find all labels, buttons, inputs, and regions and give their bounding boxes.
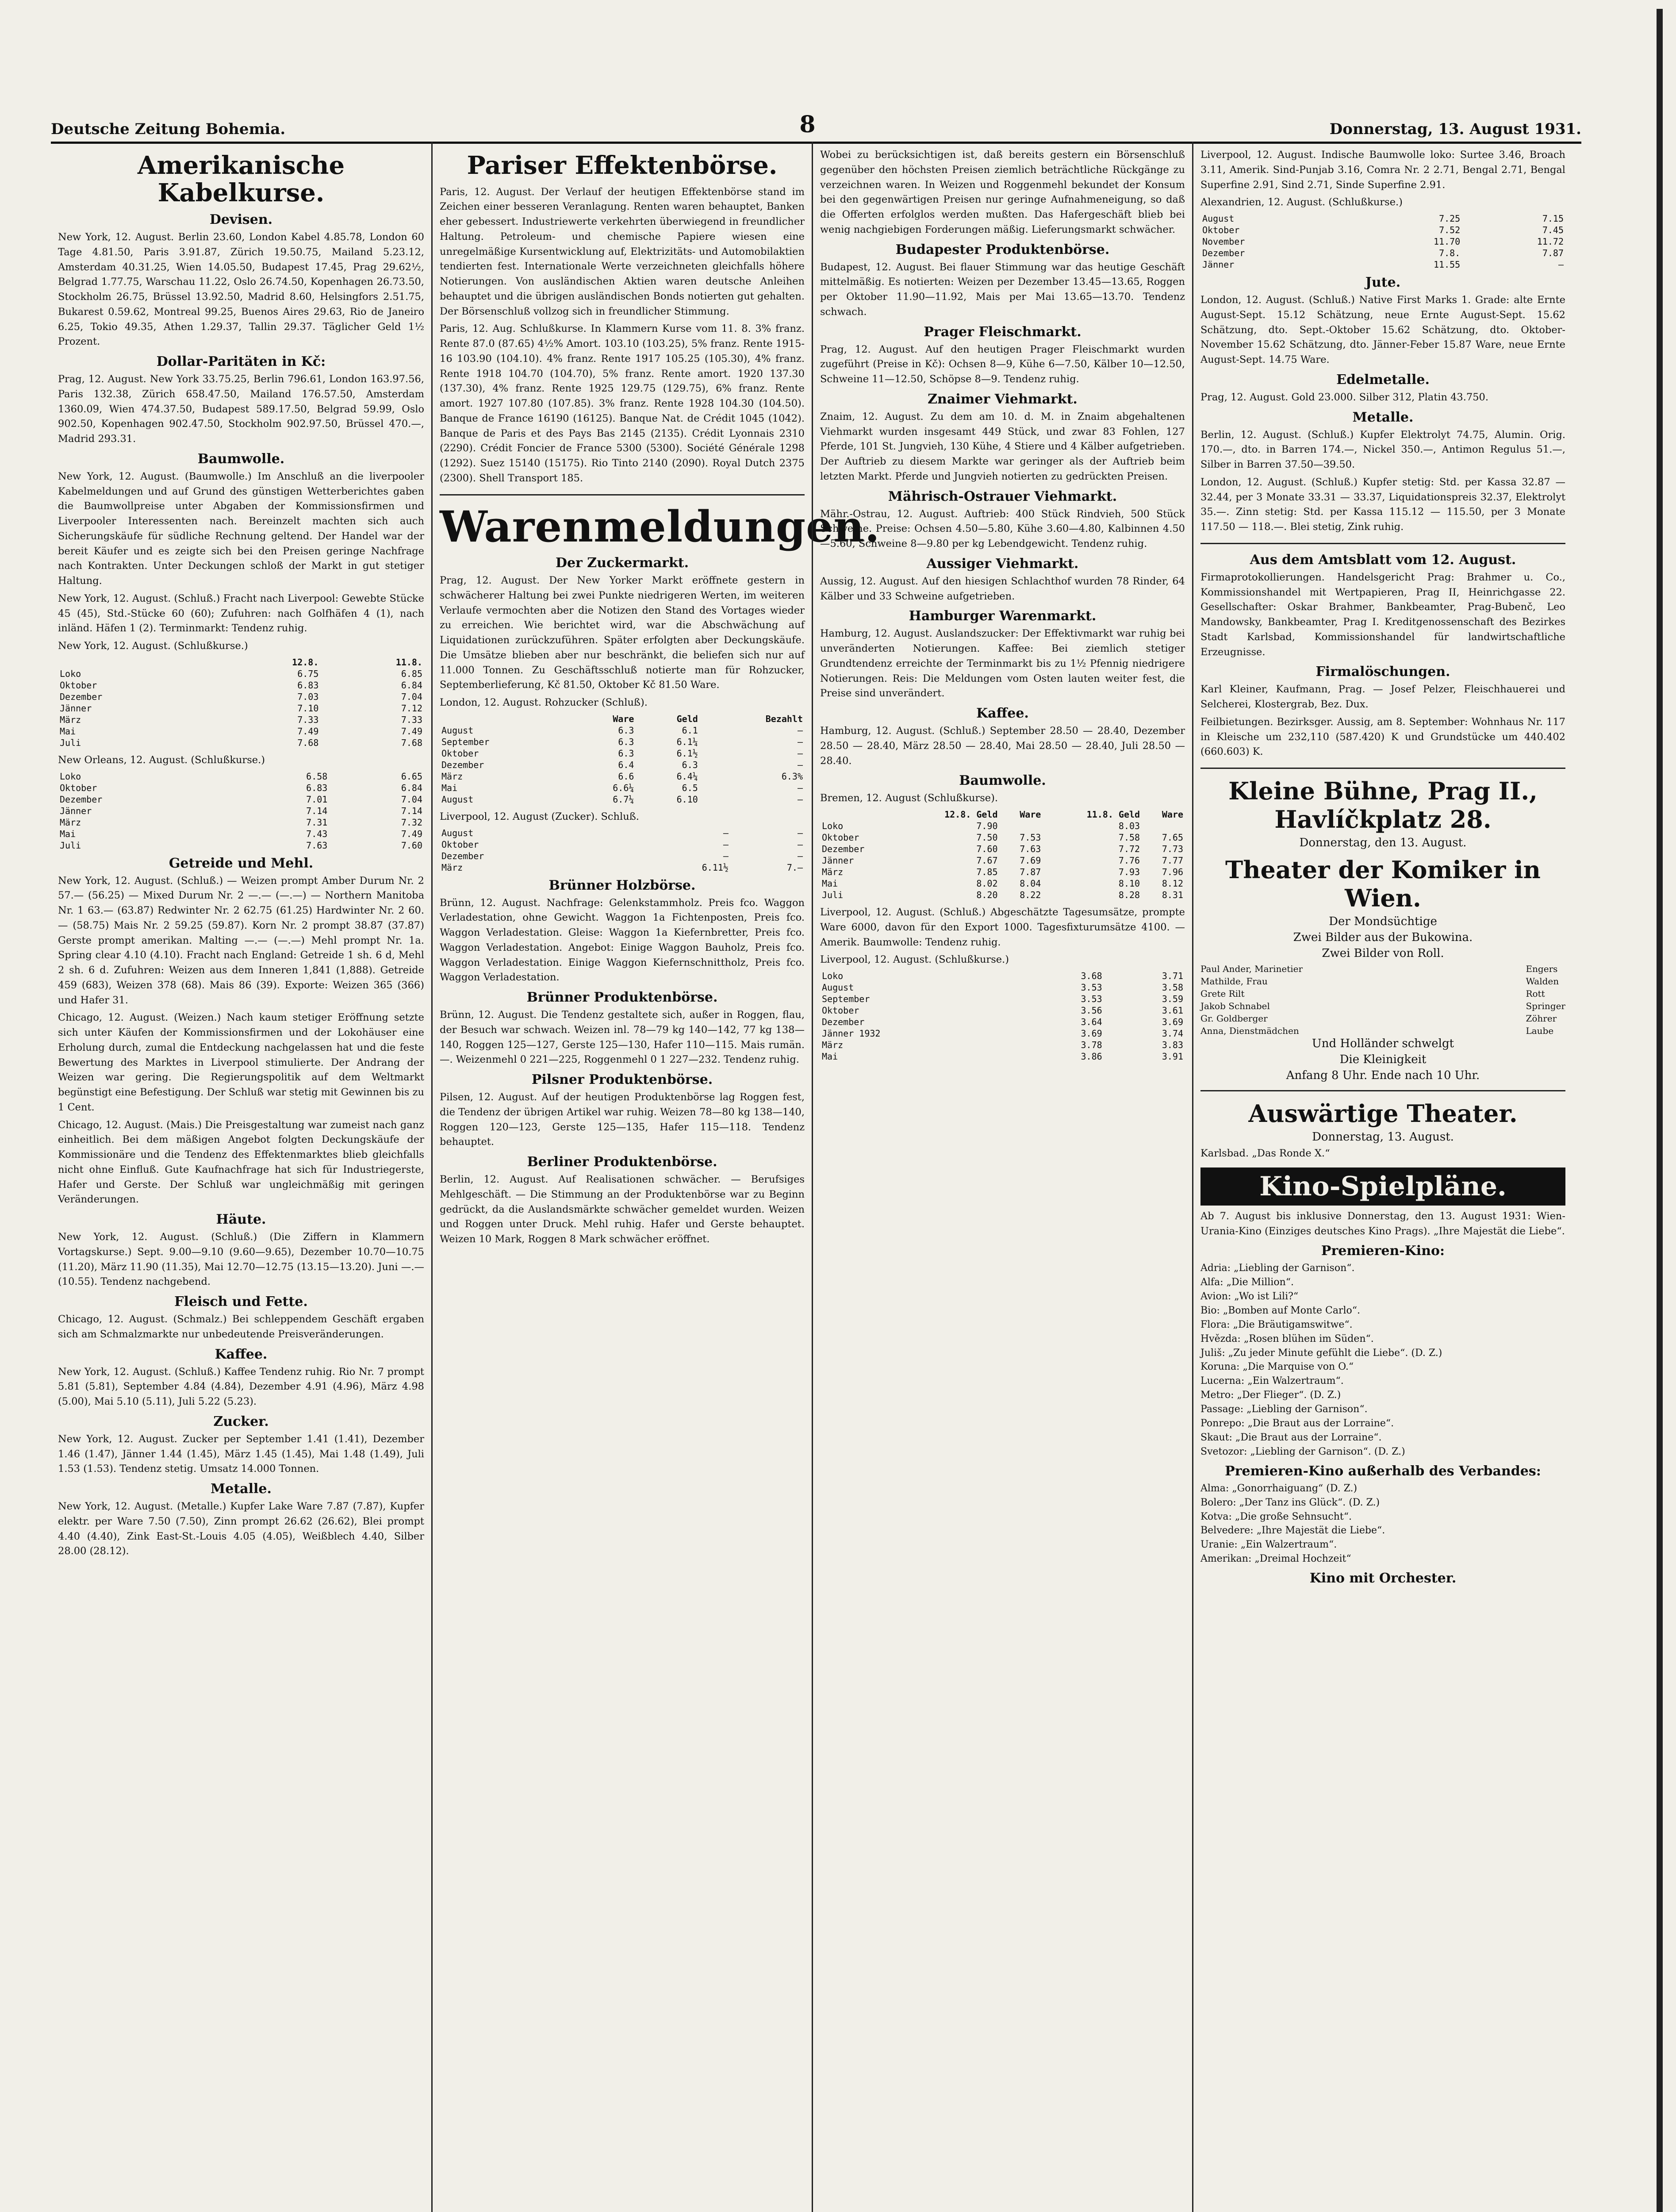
cast-role: Grete Rilt xyxy=(1200,988,1245,999)
chicago-mais-text: Chicago, 12. August. (Mais.) Die Preisgestaltung war zumeist nach ganz einheitlich. Bei dem mäßigen Angebot folgten Deckungskäufe der Kommissionäre und die Tendenz des Effektenmarktes blieb gleichfalls nicht ohne Einfluß. Gute Kaufnachfrage hat sich für Industriegerste, Hafer und Gerste. Der Schluß war ungleichmäßig mit geringen Veränderungen. xyxy=(58,1119,424,1206)
table-row: Juli 7.63 7.60 xyxy=(60,840,422,851)
kino-listing: Koruna: „Die Marquise von O.“ xyxy=(1200,1361,1354,1373)
subhead-aussig: Aussiger Viehmarkt. xyxy=(926,556,1079,572)
subhead-holzboerse: Brünner Holzbörse. xyxy=(548,877,696,893)
auswaertige-theater-date: Donnerstag, 13. August. xyxy=(1312,1130,1454,1144)
table-row: Oktober 3.56 3.61 xyxy=(822,1005,1183,1016)
table-row: Loko 3.68 3.71 xyxy=(822,971,1183,981)
metalle-text: New York, 12. August. (Metalle.) Kupfer Lake Ware 7.87 (7.87), Kupfer elektr. per Ware 7.50 (7.50), Zinn prompt 26.62 (26.62), Blei prompt 4.40 (4.40), Zink East-St.-Louis 4.05 (4.05), Weißblech 4.40, Silber 28.00 (28.12). xyxy=(58,1501,424,1557)
subhead-jute: Jute. xyxy=(1365,275,1401,290)
cast-actor: Engers xyxy=(1526,964,1558,974)
table-row: Dezember 6.4 6.3 — xyxy=(441,759,803,770)
cast-role: Gr. Goldberger xyxy=(1200,1013,1268,1024)
table-row: Mai 7.49 7.49 xyxy=(60,726,422,737)
table-row: Oktober 6.83 6.84 xyxy=(60,680,422,691)
subhead-bruenn-produkten: Brünner Produktenbörse. xyxy=(526,990,718,1006)
kino-listing: Bolero: „Der Tanz ins Glück“. (D. Z.) xyxy=(1200,1497,1380,1508)
cast-actors xyxy=(1526,963,1565,1037)
kino-listing: Adria: „Liebling der Garnison“. xyxy=(1200,1263,1355,1274)
liverpool-sugar-caption: Liverpool, 12. August (Zucker). Schluß. xyxy=(440,810,639,822)
london-caption: London, 12. August. Rohzucker (Schluß). xyxy=(440,697,648,709)
kaffee-text: New York, 12. August. (Schluß.) Kaffee Tendenz ruhig. Rio Nr. 7 prompt 5.81 (5.81), September 4.84 (4.84), Dezember 4.91 (4.96), März 4.98 (5.00), Mai 5.10 (5.11), Juli 5.22 (5.23). xyxy=(58,1366,424,1408)
divider xyxy=(1200,1090,1565,1091)
continued-text: Wobei zu berücksichtigen ist, daß bereits gestern ein Börsenschluß gegenüber den höchsten Preisen ziemlich beträchtliche Rückgänge zu verzeichnen waren. In Weizen und Roggenmehl bekundet der Konsum bei den gegenwärtigen Preisen nur geringe Aufnahmeneigung, so daß die Offerten erfolglos werden mußten. Das Hafergeschäft blieb bei wenig nachgiebigen Forderungen mäßig. Lieferungsmarkt schwächer. xyxy=(820,149,1185,235)
table-header: 12.8. xyxy=(292,657,319,668)
cast-actor: Walden xyxy=(1526,976,1559,987)
paper-name: Deutsche Zeitung Bohemia. xyxy=(51,120,286,138)
table-row: Jänner 7.10 7.12 xyxy=(60,703,422,714)
kino-footer: Kino mit Orchester. xyxy=(1309,1571,1457,1586)
table-row: August 3.53 3.58 xyxy=(822,982,1183,993)
column-1 xyxy=(51,142,431,2212)
subhead-znaim: Znaimer Viehmarkt. xyxy=(928,391,1078,407)
subhead-ostrau: Mährisch-Ostrauer Viehmarkt. xyxy=(888,488,1117,504)
devisen-text: New York, 12. August. Berlin 23.60, London Kabel 4.85.78, London 60 Tage 4.81.50, Paris 3.91.87, Zürich 19.50.75, Mailand 5.23.12, Amsterdam 40.31.25, Wien 14.05.50, Budapest 17.45, Prag 29.62½, Belgrad 1.77.75, Warschau 11.22, Oslo 26.74.50, Kopenhagen 26.73.50, Stockholm 26.75, Brüssel 13.92.50, Madrid 8.60, Helsingfors 2.51.75, Bukarest 0.59.62, Montreal 99.25, Buenos Aires 29.63, Rio de Janeiro 6.25, Tokio 49.35, Athen 1.29.37, Tallin 29.37. Täglicher Geld 1½ Prozent. xyxy=(58,231,424,348)
column-4 xyxy=(1192,142,1572,2212)
kleine-buehne-date: Donnerstag, den 13. August. xyxy=(1299,836,1467,849)
haeute-text: New York, 12. August. (Schluß.) (Die Ziffern in Klammern Vortagskurse.) Sept. 9.00—9.10 (9.60—9.65), Dezember 10.70—10.75 (11.20), März 11.90 (11.35), Mai 12.70—12.75 (13.15—13.20). Juni —.— (10.55). Tendenz nachgebend. xyxy=(58,1231,424,1288)
running-header xyxy=(51,107,1581,144)
kino-listing: Bio: „Bomben auf Monte Carlo“. xyxy=(1200,1305,1360,1316)
subhead-baumwolle: Baumwolle. xyxy=(197,451,285,467)
hamburg-text: Hamburg, 12. August. Auslandszucker: Der Effektivmarkt war ruhig bei unveränderten Notierungen. Kaffee: Bei ziemlich stetiger Grundtendenz erreichte der Terminmarkt bis zu 1½ Pfennig niedrigere Notierungen. Reis: Die Meldungen vom Osten lauten weiter fest, die Preise sind unverändert. xyxy=(820,628,1185,699)
table-row: Oktober 6.3 6.1½ — xyxy=(441,748,803,759)
metalle-berlin-text: Berlin, 12. August. (Schluß.) Kupfer Elektrolyt 74.75, Alumin. Orig. 170.—, dto. in Barren 174.—, Nickel 350.—, Antimon Regulus 51.—, Silber in Barren 37.50—39.50. xyxy=(1200,429,1565,470)
amtsblatt-text: Firmaprotokollierungen. Handelsgericht Prag: Brahmer u. Co., Kommissionshandel mit Wertpapieren, Prag II, Heinrichgasse 22. Gesellschafter: Oskar Brahmer, Bankbeamter, Prag-Bubenč, Leo Mandowsky, Bankbeamter, Prag I. Kreditgenossenschaft des Bezirkes Stadt Karlsbad, Kommissionshandel für landwirtschaftliche Erzeugnisse. xyxy=(1200,571,1565,658)
kino-listing: Svetozor: „Liebling der Garnison“. (D. Z.) xyxy=(1200,1446,1405,1457)
getreide-text: New York, 12. August. (Schluß.) — Weizen prompt Amber Durum Nr. 2 57.— (56.25) — Mixed Durum Nr. 2 —.— (—.—) — Northern Manitoba Nr. 1 63.— (63.87) Redwinter Nr. 2 62.75 (61.25) Hardwinter Nr. 2 60.— (58.75) Mais Nr. 2 59.25 (59.87). Korn Nr. 2 prompt 38.87 (37.87) Gerste prompt amerikan. Malting —.— (—.—) Mehl prompt Nr. 1a. Spring clear 4.10 (4.10). Fracht nach England: Getreide 1 sh. 6 d, Mehl 2 sh. 6 d. Zufuhren: Weizen aus dem Inneren 1,841 (1,888). Getreide 459 (683), Weizen 378 (68). Mais 86 (39). Exporte: Weizen 365 (366) und Hafer 31. xyxy=(58,875,424,1006)
table-row: März 6.11½ 7.— xyxy=(441,862,803,873)
subhead-getreide: Getreide und Mehl. xyxy=(169,855,314,871)
table-row: Dezember 7.60 7.63 7.72 7.73 xyxy=(822,844,1183,854)
page-number: 8 xyxy=(799,111,816,138)
subhead-premieren-ausserhalb: Premieren-Kino außerhalb des Verbandes: xyxy=(1225,1463,1541,1479)
subhead-budapest: Budapester Produktenbörse. xyxy=(895,242,1110,257)
table-row: Loko 7.90 8.03 xyxy=(822,821,1140,831)
table-row: November 11.70 11.72 xyxy=(1202,236,1564,247)
table-row: Mai 6.6¼ 6.5 — xyxy=(441,782,803,793)
play-title-1: Der Mondsüchtige xyxy=(1329,915,1437,928)
subhead-devisen: Devisen. xyxy=(209,212,273,228)
bremen-table: 12.8. Geld Ware 11.8. Geld Ware Loko 7.90 8.03 Oktober 7.50 7.53 7.58 7.65 Dezember 7.60 7.63 7.72 7.73 Jänner 7.67 7.69 7.76 7.77 März 7.85 7.87 7.93 7.96 Mai 8.02 8.04 8.10 8.12 Juli 8.20 8.22 8.28 8.31 xyxy=(820,809,1185,901)
section-title-pariser: Pariser Effektenbörse. xyxy=(467,151,778,180)
subhead-fett: Fleisch und Fette. xyxy=(174,1294,308,1310)
table-row: Dezember 7.01 7.04 xyxy=(60,794,422,805)
table-row: März 7.33 7.33 xyxy=(60,714,422,725)
kino-listing: Skaut: „Die Braut aus der Lorraine“. xyxy=(1200,1432,1382,1443)
divider xyxy=(440,494,805,495)
kino-listing: Flora: „Die Bräutigamswitwe“. xyxy=(1200,1319,1353,1330)
table-header: 11.8. xyxy=(395,657,422,668)
kino-listing: Alma: „Gonorrhaiguang“ (D. Z.) xyxy=(1200,1482,1358,1494)
kino-listing: Amerikan: „Dreimal Hochzeit“ xyxy=(1200,1553,1351,1565)
kino-listing: Ponrepo: „Die Braut aus der Lorraine“. xyxy=(1200,1418,1394,1429)
holz-text: Brünn, 12. August. Nachfrage: Gelenkstammholz. Preis fco. Waggon Verladestation, ohne Gewicht. Waggon 1a Fichtenposten, Preis fco. Waggon Verladestation. Gleise: Waggon 1a Kiefernbretter, Preis fco. Waggon Verladestation. Angebot: Einige Waggon Bauholz, Preis fco. Waggon Verladestation. Einige Waggon Kiefernschnittholz, Preis fco. Waggon Verladestation. xyxy=(440,897,805,983)
subhead-metalle: Metalle. xyxy=(1352,409,1414,425)
subhead-kaffee: Kaffee. xyxy=(215,1346,268,1362)
cast-actor: Zöhrer xyxy=(1526,1013,1557,1024)
play-title-5: Die Kleinigkeit xyxy=(1339,1053,1427,1066)
liverpool-cotton-text: Liverpool, 12. August. (Schluß.) Abgeschätzte Tagesumsätze, prompte Ware 6000, davon für den Export 1000. Tagesfixturumsätze 4100. — Amerik. Baumwolle: Tendenz ruhig. xyxy=(820,906,1185,948)
divider xyxy=(1200,768,1565,769)
table-row: Dezember 7.03 7.04 xyxy=(60,691,422,702)
kaffee-text: Hamburg, 12. August. (Schluß.) September 28.50 — 28.40, Dezember 28.50 — 28.40, März 28.50 — 28.40, Mai 28.50 — 28.40, Juli 28.50 — 28.40. xyxy=(820,725,1185,767)
table-row: Oktober 6.83 6.84 xyxy=(60,782,422,793)
zuckermarkt-text: Prag, 12. August. Der New Yorker Markt eröffnete gestern in schwächerer Haltung bei zwei Punkte niedrigeren Werten, im weiteren Verlaufe vermochten aber die Notizen den Stand des Vortages wieder zu erreichen. Wie berichtet wird, war die Abschwächung auf Liquidationen zurückzuführen. Später erfolgten aber Deckungskäufe. Die Umsätze blieben aber nur beschränkt, die beliefen sich nur auf 11.000 Tonnen. Zu Geschäftsschluß notierte man für Rohzucker, Septemberlieferung, Kč 81.50, Oktober Kč 81.50 Ware. xyxy=(440,575,805,691)
table-row: Loko 6.58 6.65 xyxy=(60,771,422,782)
table-row: August 6.3 6.1 — xyxy=(441,725,803,736)
section-title-kabelkurse: Amerikanische Kabelkurse. xyxy=(137,151,345,207)
dollar-text: Prag, 12. August. New York 33.75.25, Berlin 796.61, London 163.97.56, Paris 132.38, Zürich 658.47.50, Mailand 176.57.50, Amsterdam 1360.09, Wien 474.37.50, Budapest 589.17.50, Belgrad 59.99, Oslo 902.50, Kopenhagen 902.47.50, Stockholm 902.97.50, Brüssel 470.—, Madrid 293.31. xyxy=(58,373,424,445)
kino-listing: Metro: „Der Flieger“. (D. Z.) xyxy=(1200,1390,1341,1401)
table-row: August 7.25 7.15 xyxy=(1202,213,1564,224)
kino-listing: Lucerna: „Ein Walzertraum“. xyxy=(1200,1375,1344,1387)
auswaertige-theater-text: Karlsbad. „Das Ronde X.“ xyxy=(1200,1148,1330,1159)
subhead-baumwolle: Baumwolle. xyxy=(959,773,1046,789)
theater-komiker-title: Theater der Komiker in Wien. xyxy=(1225,856,1541,912)
cast-role: Anna, Dienstmädchen xyxy=(1200,1025,1299,1036)
berlin-text: Berlin, 12. August. Auf Realisationen schwächer. — Berufsiges Mehlgeschäft. — Die Stimmung an der Produktenbörse war zu Beginn gedrückt, da die Auslandsmärkte schwächer gemeldet wurden. Weizen und Roggen unter Druck. Mehl ruhig. Hafer und Gerste behauptet. Weizen 10 Mark, Roggen 8 Mark schwächer eröffnet. xyxy=(440,1174,805,1245)
new-orleans-table xyxy=(58,771,424,851)
table-row: März 7.31 7.32 xyxy=(60,817,422,828)
bruenn-produkten-text: Brünn, 12. August. Die Tendenz gestaltete sich, außer in Roggen, flau, der Besuch war schwach. Weizen inl. 78—79 kg 140—142, 77 kg 138—140, Roggen 125—127, Gerste 125—130, Hafer 110—115. Mais rumän. —. Weizenmehl 0 221—225, Roggenmehl 0 1 227—232. Tendenz ruhig. xyxy=(440,1009,805,1066)
alexandrien-caption: Alexandrien, 12. August. (Schlußkurse.) xyxy=(1200,196,1403,208)
metalle-london-text: London, 12. August. (Schluß.) Kupfer stetig: Std. per Kassa 32.87 — 32.44, per 3 Monate 33.31 — 33.37, Liquidationspreis 32.37, Elektrolyt 35.—. Zinn stetig: Std. per Kassa 115.12 — 115.50, per 3 Monate 117.50 — 118.—. Blei stetig, Zink ruhig. xyxy=(1200,476,1565,533)
table-row: Juli 8.20 8.22 8.28 8.31 xyxy=(822,890,1183,900)
baumwolle-text: New York, 12. August. (Baumwolle.) Im Anschluß an die liverpooler Kabelmeldungen und auf Grund des günstigen Wetterberichtes gaben die Baumwollpreise unter Abgaben der Kommissionsfirmen und Liverpooler Interessenten nach. Bereinzelt machten sich auch Sicherungskäufe für südliche Rechnung geltend. Der Handel war der bereit Käufer und es zeigte sich bei den Preisen geringe Nachfrage nach Kontrakten. Unter Deckungen schloß der Markt in gut stetiger Haltung. xyxy=(58,470,424,587)
no-table-caption: New Orleans, 12. August. (Schlußkurse.) xyxy=(58,754,265,766)
ostrau-text: Mähr.-Ostrau, 12. August. Auftrieb: 400 Stück Rindvieh, 500 Stück Schweine. Preise: Ochsen 4.50—5.80, Kühe 3.60—4.80, Kalbinnen 4.50—5.60, Schweine 8—9.80 per kg Lebendgewicht. Tendenz ruhig. xyxy=(820,508,1185,549)
subhead-firmaloeschungen: Firmalöschungen. xyxy=(1315,664,1450,680)
table-row: März 7.85 7.87 7.93 7.96 xyxy=(822,867,1183,877)
subhead-haeute: Häute. xyxy=(216,1212,266,1228)
page-edge-bar xyxy=(1657,9,1663,2212)
table-row: September 3.53 3.59 xyxy=(822,994,1183,1004)
subhead-dollar: Dollar-Paritäten in Kč: xyxy=(156,354,326,370)
table-row: Jänner 7.14 7.14 xyxy=(60,805,422,816)
indische-baumwolle-text: Liverpool, 12. August. Indische Baumwolle loko: Surtee 3.46, Broach 3.11, Amerik. Sind-Punjab 3.16, Comra Nr. 2 2.71, Bengal 2.71, Bengal Superfine 2.91, Sind 2.71, Sinde Superfine 2.91. xyxy=(1200,149,1565,191)
chicago-weizen-text: Chicago, 12. August. (Weizen.) Nach kaum stetiger Eröffnung setzte sich unter Käufen der Kommissionsfirmen und der Lokohäuser eine Erholung durch, zumal die Entdeckung nachgelassen hat und die feste Bewertung des Marktes in Liverpool stimulierte. Der Andrang der Weizen war gering. Die Regierungspolitik auf dem Weltmarkt begünstigt eine Befestigung. Der Schluß war stetig mit Gewinnen bis zu 1 Cent. xyxy=(58,1012,424,1113)
subhead-edelmetalle: Edelmetalle. xyxy=(1336,372,1430,388)
subhead-hamburg: Hamburger Warenmarkt. xyxy=(909,608,1097,624)
kino-listing: Passage: „Liebling der Garnison“. xyxy=(1200,1404,1368,1415)
cast-actor: Laube xyxy=(1526,1025,1554,1036)
table-row: Dezember 7.8. 7.87 xyxy=(1202,248,1564,258)
columns xyxy=(51,142,1581,2212)
pilsen-text: Pilsen, 12. August. Auf der heutigen Produktenbörse lag Roggen fest, die Tendenz der übrigen Artikel war ruhig. Weizen 78—80 kg 138—140, Roggen 120—123, Gerste 125—135, Hafer 115—118. Tendenz behauptet. xyxy=(440,1091,805,1148)
auswaertige-theater-title: Auswärtige Theater. xyxy=(1248,1099,1518,1128)
table-row: Oktober — — xyxy=(441,839,803,850)
subhead-zucker: Zucker. xyxy=(213,1413,269,1429)
alexandrien-table xyxy=(1200,213,1565,270)
kino-listing: Hvězda: „Rosen blühen im Süden“. xyxy=(1200,1333,1374,1344)
kino-intro: Ab 7. August bis inklusive Donnerstag, den 13. August 1931: Wien-Urania-Kino (Einziges deutsches Kino Prags). „Ihre Majestät die Liebe“. xyxy=(1200,1210,1565,1237)
subhead-kaffee: Kaffee. xyxy=(976,706,1029,721)
cast-roles xyxy=(1200,963,1303,1037)
play-title-4: Und Holländer schwelgt xyxy=(1312,1037,1454,1050)
zucker-text: New York, 12. August. Zucker per September 1.41 (1.41), Dezember 1.46 (1.47), Jänner 1.44 (1.45), März 1.45 (1.45), Mai 1.48 (1.49), Juli 1.53 (1.53). Tendenz stetig. Umsatz 14.000 Tonnen. xyxy=(58,1433,424,1475)
paris-kurse: Paris, 12. Aug. Schlußkurse. In Klammern Kurse vom 11. 8. 3% franz. Rente 87.0 (87.65) 4½% Amort. 103.10 (103.25), 5% franz. Rente 1915-16 103.90 (104.10). 4% franz. Rente 1917 105.25 (105.30), 4% franz. Rente 1918 104.70 (104.70), 5% franz. Rente amort. 1920 137.30 (137.30), 4% franz. Rente 1925 129.75 (129.75), 6% franz. Rente amort. 1927 107.80 (107.85). 3% franz. Rente 1928 104.30 (104.50). Banque de France 16190 (16125). Banque Nat. de Crédit 1045 (1042). Banque de Paris et des Pays Bas 2145 (2135). Crédit Lyonnais 2310 (2290). Crédit Foncier de France 5300 (5300). Société Générale 1298 (1292). Suez 15140 (15175). Rio Tinto 2140 (2090). Royal Dutch 2375 (2300). Shell Transport 185. xyxy=(440,323,805,484)
cast-list xyxy=(1200,963,1565,1037)
firmaloeschungen-text: Karl Kleiner, Kaufmann, Prag. — Josef Pelzer, Fleischhauerei und Selcherei, Klostergrab, Bez. Dux. xyxy=(1200,684,1565,710)
play-title-2: Zwei Bilder aus der Bukowina. xyxy=(1293,931,1473,944)
london-sugar-table: Ware Geld Bezahlt August 6.3 6.1 — September 6.3 6.1¼ — Oktober 6.3 6.1½ — Dezember 6.4 6.3 — März 6.6 6.4¼ 6.3% Mai 6.6¼ 6.5 — August 6.7¼ 6.10 — xyxy=(440,713,805,805)
budapest-text: Budapest, 12. August. Bei flauer Stimmung war das heutige Geschäft mittelmäßig. Es notierten: Weizen per Dezember 13.45—13.65, Roggen per Oktober 11.90—11.92, Mais per Mai 13.65—13.70. Tendenz schwach. xyxy=(820,261,1185,318)
divider xyxy=(1200,543,1565,544)
cast-role: Jakob Schnabel xyxy=(1200,1001,1270,1011)
kleine-buehne-title: Kleine Bühne, Prag II., Havlíčkplatz 28. xyxy=(1228,777,1538,833)
baumwolle-text-2: New York, 12. August. (Schluß.) Fracht nach Liverpool: Gewebte Stücke 45 (45), Std.-Stücke 60 (60); Zufuhren: nach Golfhäfen 4 (1), nach inländ. Häfen 1 (2). Terminmarkt: Tendenz ruhig. xyxy=(58,592,424,634)
section-title-warenmeldungen: Warenmeldungen. xyxy=(440,501,880,552)
kino-listing: Avion: „Wo ist Lili?“ xyxy=(1200,1291,1299,1302)
kino-listing: Alfa: „Die Million“. xyxy=(1200,1277,1294,1288)
prag-fleisch-text: Prag, 12. August. Auf den heutigen Prager Fleischmarkt wurden zugeführt (Preise in Kč): Ochsen 8—9, Kühe 6—7.50, Kälber 10—12.50, Schweine 11—12.50, Schöpse 8—9. Tendenz ruhig. xyxy=(820,343,1185,385)
table-row: Oktober 7.52 7.45 xyxy=(1202,225,1564,235)
table-row: Oktober 7.50 7.53 7.58 7.65 xyxy=(822,832,1183,843)
show-times: Anfang 8 Uhr. Ende nach 10 Uhr. xyxy=(1286,1069,1480,1082)
table-row: März 3.78 3.83 xyxy=(822,1040,1183,1050)
cast-role: Paul Ander, Marinetier xyxy=(1200,964,1303,974)
table-row: Dezember — — xyxy=(441,850,803,861)
table-row: Jänner 7.67 7.69 7.76 7.77 xyxy=(822,855,1183,866)
paris-text: Paris, 12. August. Der Verlauf der heutigen Effektenbörse stand im Zeichen einer besseren Veranlagung. Renten waren behauptet, Banken eher gebessert. Industriewerte verkehrten überwiegend in freundlicher Haltung. Petroleum- und chemische Papiere wiesen eine unregelmäßige Kursentwicklung auf, Elektrizitäts- und Automobilaktien tendierten fest. Internationale Werte verzeichneten gleichfalls höhere Notierungen. Von ausländischen Aktien waren deutsche Anleihen behauptet und die übrigen ausländischen Bonds notierten gut gehalten. Der Börsenschluß vollzog sich in freundlicher Stimmung. xyxy=(440,186,805,317)
table-row: September 6.3 6.1¼ — xyxy=(441,736,803,747)
feilbietungen-text: Feilbietungen. Bezirksger. Aussig, am 8. September: Wohnhaus Nr. 117 in Kleische um 232,110 (587.420) K und Grundstücke um 440.402 (660.603) K. xyxy=(1200,716,1565,758)
table-row: Mai 7.43 7.49 xyxy=(60,828,422,839)
kino-listing: Uranie: „Ein Walzertraum“. xyxy=(1200,1539,1337,1551)
table-row: Loko 6.75 6.85 xyxy=(60,668,422,679)
table-row: August 6.7¼ 6.10 — xyxy=(441,794,803,805)
ny-cotton-table xyxy=(58,657,424,749)
jute-text: London, 12. August. (Schluß.) Native First Marks 1. Grade: alte Ernte August-Sept. 15.12 Schätzung, neue Ernte August-Sept. 15.62 Schätzung, dto. Sept.-Oktober 15.62 Schätzung, dto. Oktober-November 15.62 Schätzung, dto. Jänner-Feber 15.87 Ware, neue Ernte August-Sept. 14.75 Ware. xyxy=(1200,294,1565,365)
table-row: Mai 3.86 3.91 xyxy=(822,1051,1183,1062)
subhead-pilsen: Pilsner Produktenbörse. xyxy=(531,1072,713,1088)
kino-listing: Juliš: „Zu jeder Minute gefühlt die Liebe“. (D. Z.) xyxy=(1200,1347,1442,1359)
kino-listing: Belvedere: „Ihre Majestät die Liebe“. xyxy=(1200,1525,1385,1536)
table-row: Jänner 1932 3.69 3.74 xyxy=(822,1028,1183,1039)
table-row: August — — xyxy=(441,827,803,838)
ny-table-caption: New York, 12. August. (Schlußkurse.) xyxy=(58,640,248,652)
column-3 xyxy=(812,142,1192,2212)
issue-date: Donnerstag, 13. August 1931. xyxy=(1329,120,1581,138)
subhead-metalle: Metalle. xyxy=(211,1481,272,1497)
edelmetalle-text: Prag, 12. August. Gold 23.000. Silber 312, Platin 43.750. xyxy=(1200,391,1488,403)
fett-text: Chicago, 12. August. (Schmalz.) Bei schleppendem Geschäft ergaben sich am Schmalzmarkte nur unbedeutende Preisveränderungen. xyxy=(58,1313,424,1340)
play-title-3: Zwei Bilder von Roll. xyxy=(1322,947,1444,960)
subhead-amtsblatt: Aus dem Amtsblatt vom 12. August. xyxy=(1250,552,1516,568)
cast-actor: Springer xyxy=(1526,1001,1565,1011)
table-row: Dezember 3.64 3.69 xyxy=(822,1017,1183,1027)
table-row: Mai 8.02 8.04 8.10 8.12 xyxy=(822,878,1183,889)
kino-listing: Kotva: „Die große Sehnsucht“. xyxy=(1200,1511,1352,1522)
subhead-premieren-kino: Premieren-Kino: xyxy=(1321,1243,1445,1259)
column-2 xyxy=(431,142,880,2212)
liverpool-cotton-caption: Liverpool, 12. August. (Schlußkurse.) xyxy=(820,954,1009,966)
kino-spielplaene-banner: Kino-Spielpläne. xyxy=(1200,1167,1565,1206)
table-header xyxy=(58,657,217,668)
table-row: März 6.6 6.4¼ 6.3% xyxy=(441,771,803,782)
table-row: Juli 7.68 7.68 xyxy=(60,737,422,748)
subhead-zuckermarkt: Der Zuckermarkt. xyxy=(555,555,689,571)
cast-actor: Rott xyxy=(1526,988,1545,999)
table-row: Jänner 11.55 — xyxy=(1202,259,1564,270)
liverpool-sugar-table xyxy=(440,827,805,873)
cast-role: Mathilde, Frau xyxy=(1200,976,1268,987)
aussig-text: Aussig, 12. August. Auf den hiesigen Schlachthof wurden 78 Rinder, 64 Kälber und 33 Schweine aufgetrieben. xyxy=(820,575,1185,602)
subhead-berlin: Berliner Produktenbörse. xyxy=(527,1154,717,1170)
znaim-text: Znaim, 12. August. Zu dem am 10. d. M. in Znaim abgehaltenen Viehmarkt wurden insgesamt 449 Stück, und zwar 83 Fohlen, 127 Pferde, 101 St. Jungvieh, 130 Kühe, 4 Stiere und 4 Kälber aufgetrieben. Der Auftrieb zu diesem Markte war geringer als der Auftrieb beim letzten Markt. Pferde und Jungvieh notierten zu gedrückten Preisen. xyxy=(820,411,1185,482)
bremen-caption: Bremen, 12. August (Schlußkurse). xyxy=(820,792,998,804)
subhead-prag-fleisch: Prager Fleischmarkt. xyxy=(924,324,1082,340)
liverpool-cotton-table xyxy=(820,970,1185,1062)
